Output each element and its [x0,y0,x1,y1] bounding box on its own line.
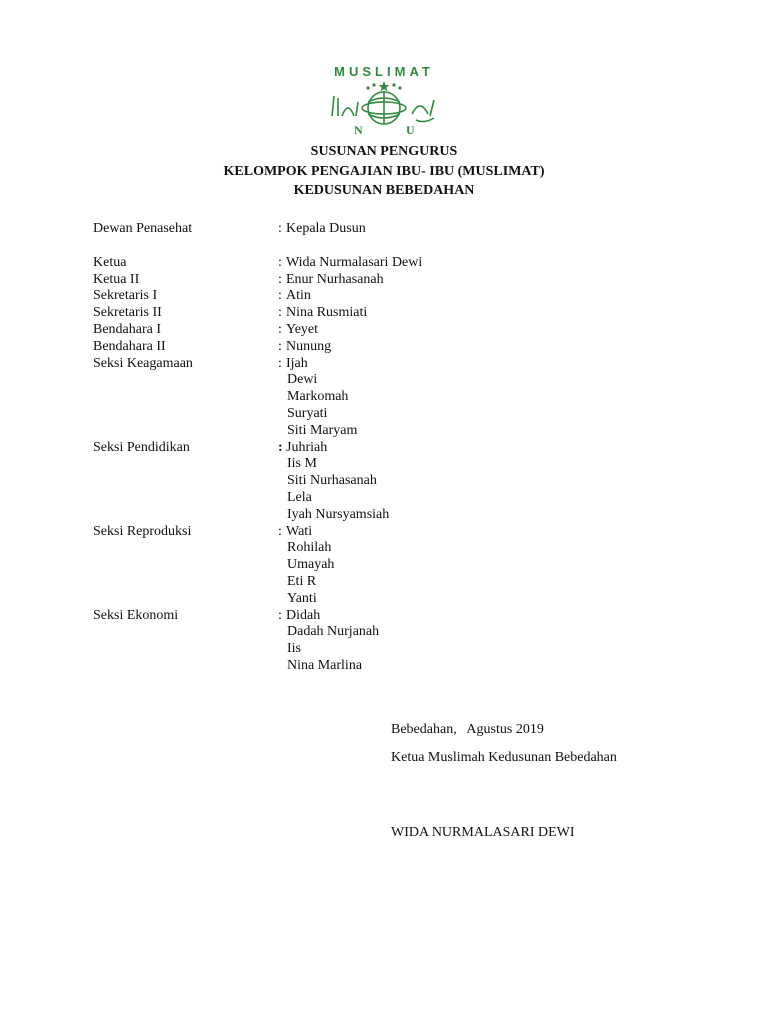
signature-name: WIDA NURMALASARI DEWI [391,825,575,840]
member-name: Nina Rusmiati [286,305,368,321]
member-name: Kepala Dusun [286,221,366,236]
member-name: Siti Maryam [287,422,358,438]
org-logo-text: MUSLIMAT [334,64,434,79]
member-name: Iis [287,641,301,657]
member-name: Lela [287,489,312,505]
member-name: Wati [286,523,313,539]
member-name: Yeyet [286,321,319,337]
member-name: Dadah Nurjanah [287,624,380,640]
title-line-2: KELOMPOK PENGAJIAN IBU- IBU (MUSLIMAT) [223,164,545,179]
member-name: Suryati [287,405,328,421]
role-label: Sekretaris II [93,305,162,321]
role-label: Dewan Penasehat [93,221,193,236]
logo-letter-u: U [406,123,415,136]
member-name: Rohilah [287,540,332,556]
section-label: Seksi Pendidikan [93,439,190,455]
member-name: Umayah [287,557,335,573]
member-name: Juhriah [286,439,328,455]
member-name: Ijah [286,355,308,371]
member-name: Enur Nurhasanah [286,271,384,287]
section-label: Seksi Keagamaan [93,355,193,371]
title-line-3: KEDUSUNAN BEBEDAHAN [293,183,475,198]
member-name: Eti R [287,573,317,589]
member-name: Didah [286,607,321,623]
member-name: Iis M [287,456,317,472]
member-name: Yanti [287,590,317,606]
role-label: Ketua [93,254,127,270]
nu-emblem-icon [328,80,440,136]
logo-letter-n: N [354,123,363,136]
member-name: Siti Nurhasanah [287,473,377,489]
section-label: Seksi Ekonomi [93,607,179,623]
role-label: Sekretaris I [93,288,158,304]
section-label: Seksi Reproduksi [93,523,192,539]
signature-position: Ketua Muslimah Kedusunan Bebedahan [391,750,617,765]
member-name: Markomah [287,389,349,405]
role-label: Bendahara I [93,321,162,337]
member-name: Atin [286,288,311,304]
member-name: Iyah Nursyamsiah [287,506,390,522]
member-name: Nina Marlina [287,657,363,673]
role-label: Bendahara II [93,338,166,354]
title-line-1: SUSUNAN PENGURUS [310,144,458,159]
signature-place-date: Bebedahan, Agustus 2019 [391,722,544,737]
member-name: Wida Nurmalasari Dewi [286,254,423,270]
member-name: Dewi [287,372,318,388]
member-name: Nunung [286,338,332,354]
role-label: Ketua II [93,271,140,287]
